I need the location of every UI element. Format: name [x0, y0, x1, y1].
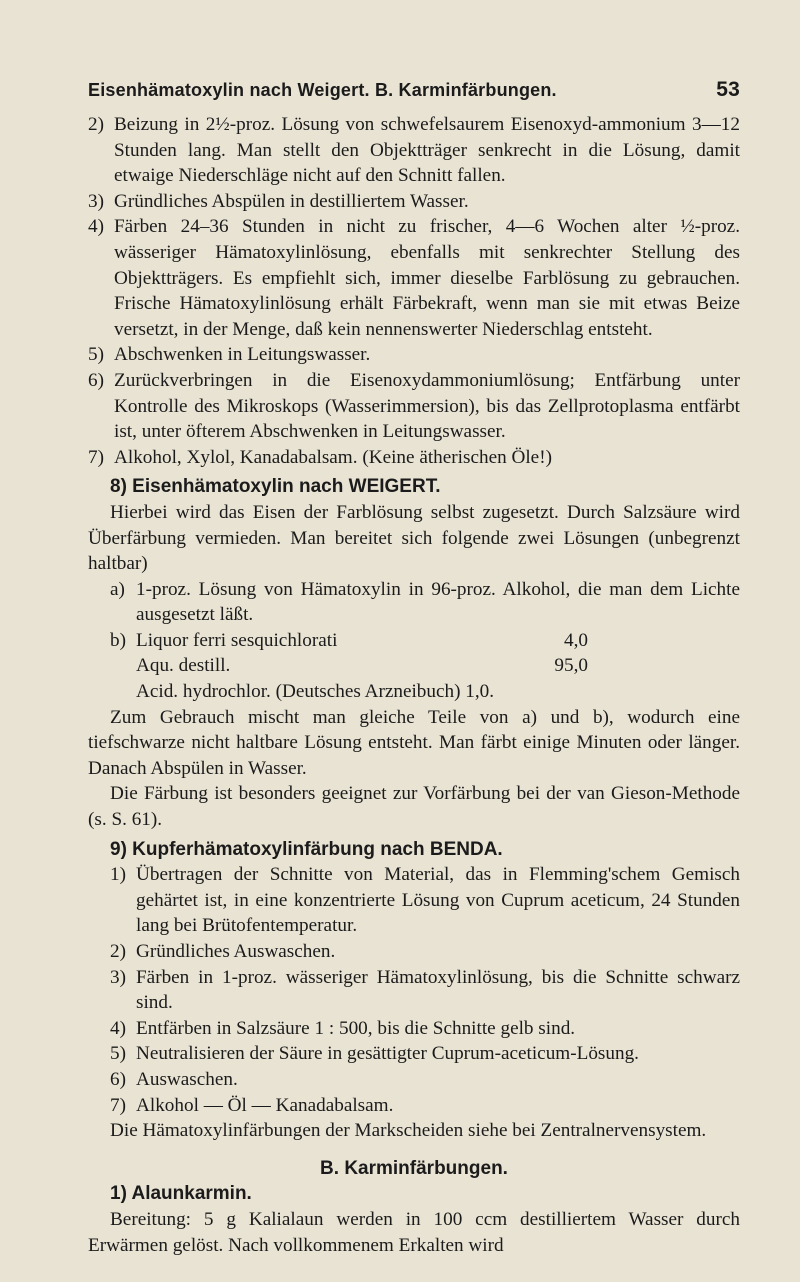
- ingredient-amount: 95,0: [554, 655, 588, 677]
- step-number: 3): [88, 190, 104, 212]
- list-label: [110, 679, 136, 705]
- step-text: Beizung in 2½-proz. Lösung von schwefelsaurem Eisenoxyd-ammonium 3—12 Stunden lang. Man stellt den Objektträger senkrecht in die Lösung, damit etwaige Niederschläge nicht auf den Schnitt fallen.: [114, 114, 740, 187]
- step-text: Auswaschen.: [136, 1068, 238, 1090]
- page-body: [88, 112, 740, 1258]
- paragraph: Die Hämatoxylinfärbungen der Markscheiden siehe bei Zentralnervensystem.: [110, 1120, 707, 1142]
- step-text: Färben 24–36 Stunden in nicht zu frischer, 4—6 Wochen alter ½-proz. wässeriger Hämatoxylinlösung, ebenfalls mit senkrechter Stellung des Objektträgers. Es empfiehlt sich, immer dieselbe Farblösung zu gebrauchen. Frische Hämatoxylinlösung erhält Färbekraft, wenn man sie mit etwas Beize versetzt, in der Menge, daß kein nennenswerter Niederschlag entsteht.: [114, 216, 740, 340]
- step-number: 2): [110, 941, 126, 962]
- section-heading-weigert: 8) Eisenhämatoxylin nach WEIGERT.: [110, 476, 441, 498]
- running-head-title: Eisenhämatoxylin nach Weigert. B. Karminfärbungen.: [88, 80, 557, 100]
- step-number: 6): [110, 1068, 126, 1090]
- step-number: 6): [88, 369, 104, 391]
- step-item: [88, 445, 740, 471]
- step-text: Abschwenken in Leitungswasser.: [114, 344, 371, 366]
- step-number: 7): [88, 446, 104, 468]
- step-item: [88, 1041, 740, 1067]
- paragraph: Hierbei wird das Eisen der Farblösung selbst zugesetzt. Durch Salzsäure wird Überfärbung vermieden. Man bereitet sich folgende zwei Lösungen (unbegrenzt haltbar): [88, 501, 740, 575]
- ingredient-name: Liquor ferri sesquichlorati: [136, 629, 338, 651]
- step-item: [88, 368, 740, 445]
- ingredient-name: Acid. hydrochlor. (Deutsches Arzneibuch) 1,0.: [136, 681, 495, 703]
- step-item: [88, 1016, 740, 1042]
- step-item: [88, 112, 740, 189]
- step-text: Entfärben in Salzsäure 1 : 500, bis die Schnitte gelb sind.: [136, 1017, 576, 1039]
- step-text: Färben in 1-proz. wässeriger Hämatoxylinlösung, bis die Schnitte schwarz sind.: [136, 966, 740, 1014]
- list-text: 1-proz. Lösung von Hämatoxylin in 96-proz. Alkohol, die man dem Lichte ausgesetzt läßt.: [136, 578, 740, 626]
- step-number: 4): [88, 216, 104, 238]
- step-number: 2): [88, 114, 104, 135]
- step-item: [88, 862, 740, 939]
- step-text: Gründliches Abspülen in destilliertem Wasser.: [114, 190, 469, 212]
- step-text: Zurückverbringen in die Eisenoxydammoniumlösung; Entfärbung unter Kontrolle des Mikroskops (Wasserimmersion), bis das Zellprotoplasma entfärbt ist, unter öfterem Abschwenken in Leitungswasser.: [114, 369, 740, 443]
- paragraph: Die Färbung ist besonders geeignet zur Vorfärbung bei der van Gieson-Methode (s. S. 61).: [88, 783, 740, 831]
- list-label: a): [110, 578, 125, 600]
- step-number: 7): [110, 1094, 126, 1116]
- step-text: Gründliches Auswaschen.: [136, 941, 336, 962]
- section-heading-alaunkarmin: 1) Alaunkarmin.: [110, 1183, 252, 1205]
- step-item: [88, 342, 740, 368]
- step-number: 5): [88, 344, 104, 366]
- step-number: 4): [110, 1017, 126, 1039]
- step-item: [88, 939, 740, 965]
- step-number: 5): [110, 1043, 126, 1065]
- step-item: [88, 189, 740, 215]
- step-number: 1): [110, 864, 126, 886]
- recipe-row: [88, 653, 740, 679]
- list-label: b): [110, 629, 126, 651]
- recipe-row: [88, 628, 740, 654]
- chapter-heading-karmin: B. Karminfärbungen.: [320, 1157, 508, 1179]
- step-item: [88, 1067, 740, 1093]
- step-item: [88, 214, 740, 342]
- step-text: Alkohol — Öl — Kanadabalsam.: [136, 1094, 394, 1116]
- ingredient-amount: 4,0: [564, 629, 588, 651]
- step-item: [88, 965, 740, 1016]
- ingredient-name: Aqu. destill.: [136, 655, 231, 677]
- paragraph: Bereitung: 5 g Kalialaun werden in 100 ccm destilliertem Wasser durch Erwärmen gelöst. Nach vollkommenem Erkalten wird: [88, 1208, 740, 1256]
- step-number: 3): [110, 966, 126, 988]
- list-label: [110, 653, 136, 679]
- solution-a: [88, 577, 740, 628]
- step-text: Neutralisieren der Säure in gesättigter Cuprum-aceticum-Lösung.: [136, 1043, 639, 1065]
- page-number: 53: [716, 78, 740, 101]
- step-item: [88, 1093, 740, 1119]
- running-header: [88, 78, 740, 102]
- section-heading-benda: 9) Kupferhämatoxylinfärbung nach BENDA.: [110, 838, 503, 860]
- recipe-row: [88, 679, 740, 705]
- step-text: Übertragen der Schnitte von Material, das in Flemming'schem Gemisch gehärtet ist, in eine konzentrierte Lösung von Cuprum aceticum, 24 Stunden lang bei Brütofentemperatur.: [136, 864, 740, 937]
- step-text: Alkohol, Xylol, Kanadabalsam. (Keine ätherischen Öle!): [114, 446, 552, 468]
- paragraph: Zum Gebrauch mischt man gleiche Teile von a) und b), wodurch eine tiefschwarze nicht haltbare Lösung entsteht. Man färbt einige Minuten oder länger. Danach Abspülen in Wasser.: [88, 706, 740, 779]
